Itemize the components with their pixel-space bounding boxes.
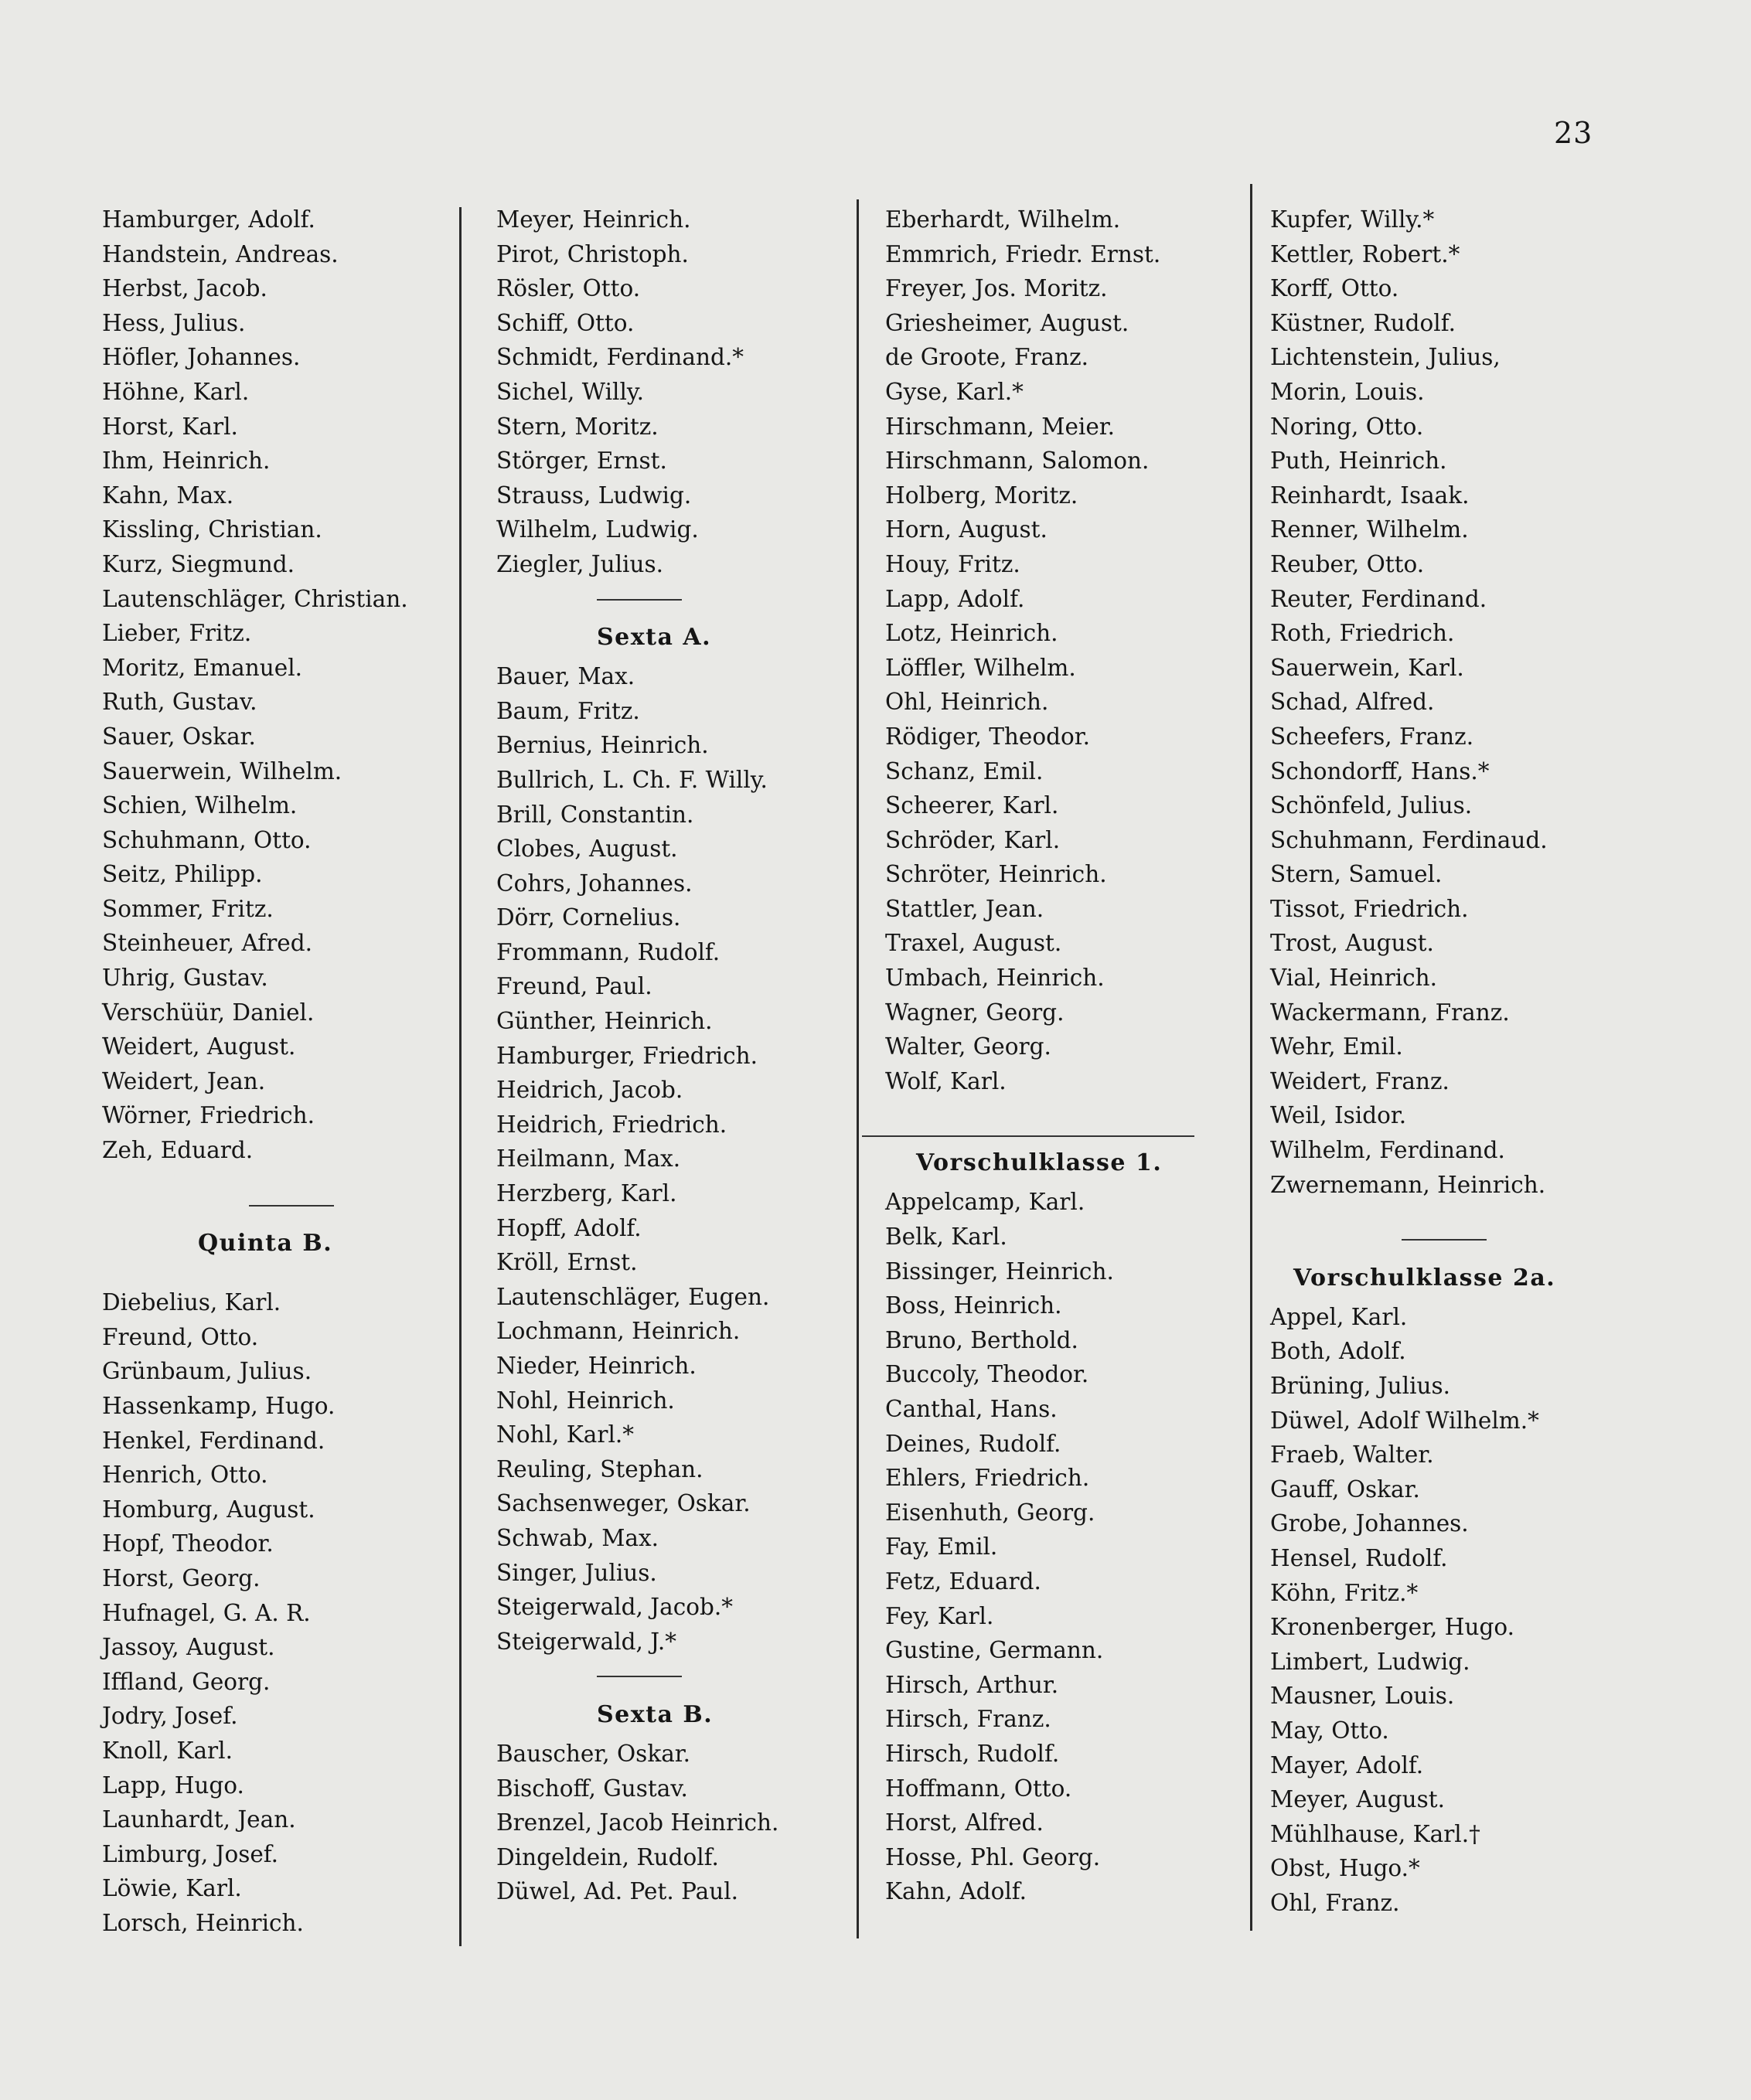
section-divider xyxy=(496,1659,778,1693)
name-entry: Holberg, Moritz. xyxy=(885,482,1078,509)
name-entry: Walter, Georg. xyxy=(885,1033,1051,1060)
name-entry: Düwel, Adolf Wilhelm.* xyxy=(1270,1407,1539,1434)
name-entry: Löwie, Karl. xyxy=(102,1875,242,1902)
name-entry: Trost, August. xyxy=(1270,930,1434,957)
name-entry: Wagner, Georg. xyxy=(885,999,1065,1026)
name-entry: Cohrs, Johannes. xyxy=(496,870,693,897)
name-entry: Hensel, Rudolf. xyxy=(1270,1544,1448,1571)
name-entry: May, Otto. xyxy=(1270,1717,1389,1744)
name-entry: Appel, Karl. xyxy=(1270,1303,1408,1330)
name-entry: Ehlers, Friedrich. xyxy=(885,1465,1090,1492)
name-entry: Schröter, Heinrich. xyxy=(885,861,1107,888)
name-entry: Wilhelm, Ferdinand. xyxy=(1270,1137,1505,1164)
name-entry: Belk, Karl. xyxy=(885,1224,1007,1251)
name-entry: Eisenhuth, Georg. xyxy=(885,1499,1095,1526)
section-divider xyxy=(496,582,778,617)
name-entry: Homburg, August. xyxy=(102,1496,315,1523)
name-entry: Hosse, Phl. Georg. xyxy=(885,1843,1101,1870)
name-entry: Höhne, Karl. xyxy=(102,378,250,405)
name-entry: Bauer, Max. xyxy=(496,663,635,690)
name-entry: Nieder, Heinrich. xyxy=(496,1353,697,1379)
name-entry: Limbert, Ludwig. xyxy=(1270,1648,1470,1675)
name-entry: Jassoy, August. xyxy=(102,1634,275,1661)
column-3 xyxy=(885,203,1162,1909)
spacer xyxy=(102,1265,408,1285)
name-entry: Ziegler, Julius. xyxy=(496,550,663,577)
name-entry: Brüning, Julius. xyxy=(1270,1373,1451,1399)
name-entry: Schröder, Karl. xyxy=(885,826,1061,853)
name-entry: Deines, Rudolf. xyxy=(885,1430,1061,1457)
name-entry: Boss, Heinrich. xyxy=(885,1292,1062,1319)
name-entry: Schönfeld, Julius. xyxy=(1270,792,1473,819)
name-entry: Freyer, Jos. Moritz. xyxy=(885,275,1108,302)
name-entry: Pirot, Christoph. xyxy=(496,240,689,267)
name-entry: Kupfer, Willy.* xyxy=(1270,206,1435,233)
name-entry: Verschüür, Daniel. xyxy=(102,999,315,1026)
name-entry: Obst, Hugo.* xyxy=(1270,1855,1420,1882)
name-entry: Rösler, Otto. xyxy=(496,275,641,302)
name-entry: Henkel, Ferdinand. xyxy=(102,1427,325,1454)
names-list xyxy=(496,203,778,582)
name-entry: Lichtenstein, Julius, xyxy=(1270,344,1501,371)
name-entry: Morin, Louis. xyxy=(1270,378,1425,405)
name-entry: Herbst, Jacob. xyxy=(102,275,267,302)
names-list xyxy=(102,1285,408,1940)
section-heading-quinta-b: Quinta B. xyxy=(198,1230,333,1258)
name-entry: Herzberg, Karl. xyxy=(496,1180,677,1207)
name-entry: Hirschmann, Meier. xyxy=(885,413,1116,440)
name-entry: Weidert, August. xyxy=(102,1033,296,1060)
name-entry: Brenzel, Jacob Heinrich. xyxy=(496,1809,779,1836)
name-entry: Both, Adolf. xyxy=(1270,1338,1406,1365)
name-entry: Wilhelm, Ludwig. xyxy=(496,516,699,543)
name-entry: Stattler, Jean. xyxy=(885,895,1044,922)
name-entry: Launhardt, Jean. xyxy=(102,1806,296,1833)
name-entry: Fay, Emil. xyxy=(885,1533,998,1561)
name-entry: Traxel, August. xyxy=(885,930,1062,957)
name-entry: Korff, Otto. xyxy=(1270,275,1399,302)
name-entry: Lieber, Fritz. xyxy=(102,620,252,647)
section-divider xyxy=(885,1118,1162,1142)
name-entry: Hassenkamp, Hugo. xyxy=(102,1393,336,1419)
name-entry: Kahn, Max. xyxy=(102,482,234,509)
name-entry: Freund, Otto. xyxy=(102,1323,259,1350)
name-entry: Hirsch, Arthur. xyxy=(885,1671,1059,1698)
name-entry: Renner, Wilhelm. xyxy=(1270,516,1469,543)
name-entry: Zwernemann, Heinrich. xyxy=(1270,1171,1546,1198)
name-entry: Weil, Isidor. xyxy=(1270,1102,1407,1129)
name-entry: Canthal, Hans. xyxy=(885,1396,1058,1422)
section-heading-sexta-b: Sexta B. xyxy=(597,1700,714,1728)
name-entry: Düwel, Ad. Pet. Paul. xyxy=(496,1878,739,1905)
name-entry: Steinheuer, Afred. xyxy=(102,930,313,957)
name-entry: Kurz, Siegmund. xyxy=(102,550,295,577)
name-entry: Uhrig, Gustav. xyxy=(102,965,268,992)
name-entry: Kissling, Christian. xyxy=(102,516,322,543)
name-entry: Fey, Karl. xyxy=(885,1602,994,1629)
name-entry: Horst, Alfred. xyxy=(885,1809,1044,1836)
name-entry: Dingeldein, Rudolf. xyxy=(496,1843,719,1870)
name-entry: Fraeb, Walter. xyxy=(1270,1441,1434,1469)
name-entry: Fetz, Eduard. xyxy=(885,1567,1041,1595)
name-entry: Horst, Karl. xyxy=(102,413,238,440)
name-entry: Wehr, Emil. xyxy=(1270,1033,1403,1060)
name-entry: Wackermann, Franz. xyxy=(1270,999,1510,1026)
name-entry: Stern, Moritz. xyxy=(496,413,659,440)
name-entry: Sachsenweger, Oskar. xyxy=(496,1490,751,1517)
name-entry: Störger, Ernst. xyxy=(496,448,667,475)
name-entry: Ihm, Heinrich. xyxy=(102,448,271,475)
name-entry: Höfler, Johannes. xyxy=(102,344,301,371)
name-entry: Roth, Friedrich. xyxy=(1270,620,1455,647)
name-entry: Hess, Julius. xyxy=(102,309,246,336)
name-entry: Zeh, Eduard. xyxy=(102,1137,254,1164)
name-entry: Wörner, Friedrich. xyxy=(102,1102,315,1129)
name-entry: Seitz, Philipp. xyxy=(102,861,263,888)
name-entry: Hopf, Theodor. xyxy=(102,1530,274,1557)
name-entry: Houy, Fritz. xyxy=(885,550,1020,577)
name-entry: Ruth, Gustav. xyxy=(102,689,257,716)
name-entry: Iffland, Georg. xyxy=(102,1668,271,1695)
name-entry: Hirsch, Franz. xyxy=(885,1706,1051,1733)
section-heading-vorschulklasse-2a: Vorschulklasse 2a. xyxy=(1293,1264,1556,1292)
name-entry: Meyer, Heinrich. xyxy=(496,206,691,233)
name-entry: Küstner, Rudolf. xyxy=(1270,309,1456,336)
name-entry: Sauerwein, Wilhelm. xyxy=(102,757,342,785)
name-entry: Rödiger, Theodor. xyxy=(885,723,1091,750)
names-list xyxy=(885,203,1162,1098)
name-entry: Tissot, Friedrich. xyxy=(1270,895,1469,922)
name-entry: Hoffmann, Otto. xyxy=(885,1775,1072,1802)
name-entry: Baum, Fritz. xyxy=(496,697,640,724)
name-entry: Sauer, Oskar. xyxy=(102,723,256,750)
section-divider xyxy=(1270,1222,1555,1257)
name-entry: Wolf, Karl. xyxy=(885,1067,1007,1094)
section-divider xyxy=(102,1188,408,1223)
name-entry: de Groote, Franz. xyxy=(885,344,1089,371)
name-entry: Nohl, Karl.* xyxy=(496,1421,635,1448)
name-entry: Lochmann, Heinrich. xyxy=(496,1318,741,1345)
column-rule xyxy=(857,199,859,1938)
name-entry: Mühlhause, Karl.† xyxy=(1270,1820,1480,1847)
name-entry: Steigerwald, J.* xyxy=(496,1628,676,1655)
name-entry: Singer, Julius. xyxy=(496,1559,657,1586)
column-rule xyxy=(459,207,462,1946)
names-list xyxy=(102,203,408,1168)
name-entry: Buccoly, Theodor. xyxy=(885,1361,1089,1388)
name-entry: Heidrich, Jacob. xyxy=(496,1077,683,1104)
name-entry: Grünbaum, Julius. xyxy=(102,1358,312,1385)
name-entry: Sommer, Fritz. xyxy=(102,895,274,922)
column-4 xyxy=(1270,203,1555,1921)
name-entry: Kronenberger, Hugo. xyxy=(1270,1614,1514,1641)
name-entry: Löffler, Wilhelm. xyxy=(885,654,1076,681)
column-1 xyxy=(102,203,408,1941)
name-entry: Kröll, Ernst. xyxy=(496,1249,638,1276)
name-entry: Mayer, Adolf. xyxy=(1270,1751,1424,1778)
name-entry: Dörr, Cornelius. xyxy=(496,904,681,931)
name-entry: Lautenschläger, Christian. xyxy=(102,585,408,612)
name-entry: Lautenschläger, Eugen. xyxy=(496,1283,770,1310)
name-entry: Griesheimer, August. xyxy=(885,309,1129,336)
name-entry: Knoll, Karl. xyxy=(102,1737,233,1764)
name-entry: Heidrich, Friedrich. xyxy=(496,1111,727,1138)
name-entry: Brill, Constantin. xyxy=(496,801,694,828)
name-entry: Schondorff, Hans.* xyxy=(1270,757,1490,785)
name-entry: Scheefers, Franz. xyxy=(1270,723,1474,750)
name-entry: Scheerer, Karl. xyxy=(885,792,1059,819)
name-entry: Umbach, Heinrich. xyxy=(885,965,1105,992)
names-list xyxy=(496,1737,778,1909)
column-rule xyxy=(1250,184,1252,1931)
name-entry: Hufnagel, G. A. R. xyxy=(102,1599,311,1626)
name-entry: Schuhmann, Ferdinaud. xyxy=(1270,826,1548,853)
name-entry: Kahn, Adolf. xyxy=(885,1878,1027,1905)
name-entry: Reinhardt, Isaak. xyxy=(1270,482,1470,509)
name-entry: Schanz, Emil. xyxy=(885,757,1044,785)
name-entry: Noring, Otto. xyxy=(1270,413,1424,440)
name-entry: Handstein, Andreas. xyxy=(102,240,339,267)
name-entry: Mausner, Louis. xyxy=(1270,1683,1455,1710)
name-entry: Lorsch, Heinrich. xyxy=(102,1909,304,1936)
name-entry: Bissinger, Heinrich. xyxy=(885,1258,1114,1285)
name-entry: Weidert, Jean. xyxy=(102,1067,266,1094)
name-entry: Gustine, Germann. xyxy=(885,1637,1104,1664)
name-entry: Hamburger, Adolf. xyxy=(102,206,315,233)
name-entry: Bullrich, L. Ch. F. Willy. xyxy=(496,766,768,793)
name-entry: Gyse, Karl.* xyxy=(885,378,1024,405)
name-entry: Eberhardt, Wilhelm. xyxy=(885,206,1121,233)
name-entry: Freund, Paul. xyxy=(496,973,652,1000)
name-entry: Bruno, Berthold. xyxy=(885,1326,1078,1353)
name-entry: Sauerwein, Karl. xyxy=(1270,654,1464,681)
name-entry: Meyer, August. xyxy=(1270,1786,1445,1813)
name-entry: Appelcamp, Karl. xyxy=(885,1189,1085,1216)
name-entry: Ohl, Franz. xyxy=(1270,1889,1400,1916)
name-entry: Reuter, Ferdinand. xyxy=(1270,585,1487,612)
name-entry: Stern, Samuel. xyxy=(1270,861,1443,888)
name-entry: Diebelius, Karl. xyxy=(102,1289,281,1316)
names-list xyxy=(496,659,778,1659)
name-entry: Ohl, Heinrich. xyxy=(885,689,1049,716)
name-entry: Strauss, Ludwig. xyxy=(496,482,692,509)
name-entry: Horn, August. xyxy=(885,516,1048,543)
section-heading-vorschulklasse-1: Vorschulklasse 1. xyxy=(916,1149,1163,1177)
name-entry: Schien, Wilhelm. xyxy=(102,792,298,819)
section-heading-sexta-a: Sexta A. xyxy=(597,624,712,652)
name-entry: Lapp, Hugo. xyxy=(102,1772,244,1799)
name-entry: Sichel, Willy. xyxy=(496,378,645,405)
name-entry: Kettler, Robert.* xyxy=(1270,240,1460,267)
names-list xyxy=(1270,203,1555,1202)
name-entry: Hamburger, Friedrich. xyxy=(496,1042,758,1069)
name-entry: Schmidt, Ferdinand.* xyxy=(496,344,744,371)
name-entry: Henrich, Otto. xyxy=(102,1462,268,1489)
name-entry: Schiff, Otto. xyxy=(496,309,635,336)
name-entry: Puth, Heinrich. xyxy=(1270,448,1447,475)
name-entry: Heilmann, Max. xyxy=(496,1145,681,1173)
name-entry: Clobes, August. xyxy=(496,836,678,863)
name-entry: Gauff, Oskar. xyxy=(1270,1475,1420,1503)
names-list xyxy=(885,1185,1162,1908)
name-entry: Steigerwald, Jacob.* xyxy=(496,1594,734,1621)
name-entry: Bauscher, Oskar. xyxy=(496,1740,691,1767)
name-entry: Lotz, Heinrich. xyxy=(885,620,1058,647)
name-entry: Hirsch, Rudolf. xyxy=(885,1740,1060,1767)
page-number: 23 xyxy=(1554,116,1593,150)
names-list xyxy=(1270,1300,1555,1921)
name-entry: Vial, Heinrich. xyxy=(1270,965,1438,992)
name-entry: Köhn, Fritz.* xyxy=(1270,1579,1419,1606)
name-entry: Grobe, Johannes. xyxy=(1270,1510,1469,1537)
name-entry: Hirschmann, Salomon. xyxy=(885,448,1150,475)
name-entry: Frommann, Rudolf. xyxy=(496,938,720,965)
name-entry: Schwab, Max. xyxy=(496,1524,659,1551)
name-entry: Emmrich, Friedr. Ernst. xyxy=(885,240,1161,267)
column-2 xyxy=(496,203,778,1909)
name-entry: Reuber, Otto. xyxy=(1270,550,1425,577)
name-entry: Hopff, Adolf. xyxy=(496,1214,642,1241)
name-entry: Lapp, Adolf. xyxy=(885,585,1025,612)
spacer xyxy=(102,1168,408,1188)
name-entry: Schuhmann, Otto. xyxy=(102,826,312,853)
spacer xyxy=(885,1098,1162,1118)
name-entry: Jodry, Josef. xyxy=(102,1703,238,1730)
name-entry: Günther, Heinrich. xyxy=(496,1008,713,1035)
name-entry: Horst, Georg. xyxy=(102,1564,261,1591)
name-entry: Bernius, Heinrich. xyxy=(496,732,709,759)
name-entry: Schad, Alfred. xyxy=(1270,689,1435,716)
name-entry: Weidert, Franz. xyxy=(1270,1067,1450,1094)
name-entry: Nohl, Heinrich. xyxy=(496,1387,675,1414)
name-entry: Reuling, Stephan. xyxy=(496,1455,703,1482)
name-entry: Moritz, Emanuel. xyxy=(102,654,303,681)
name-entry: Limburg, Josef. xyxy=(102,1840,279,1867)
name-entry: Bischoff, Gustav. xyxy=(496,1775,688,1802)
spacer xyxy=(1270,1202,1555,1222)
